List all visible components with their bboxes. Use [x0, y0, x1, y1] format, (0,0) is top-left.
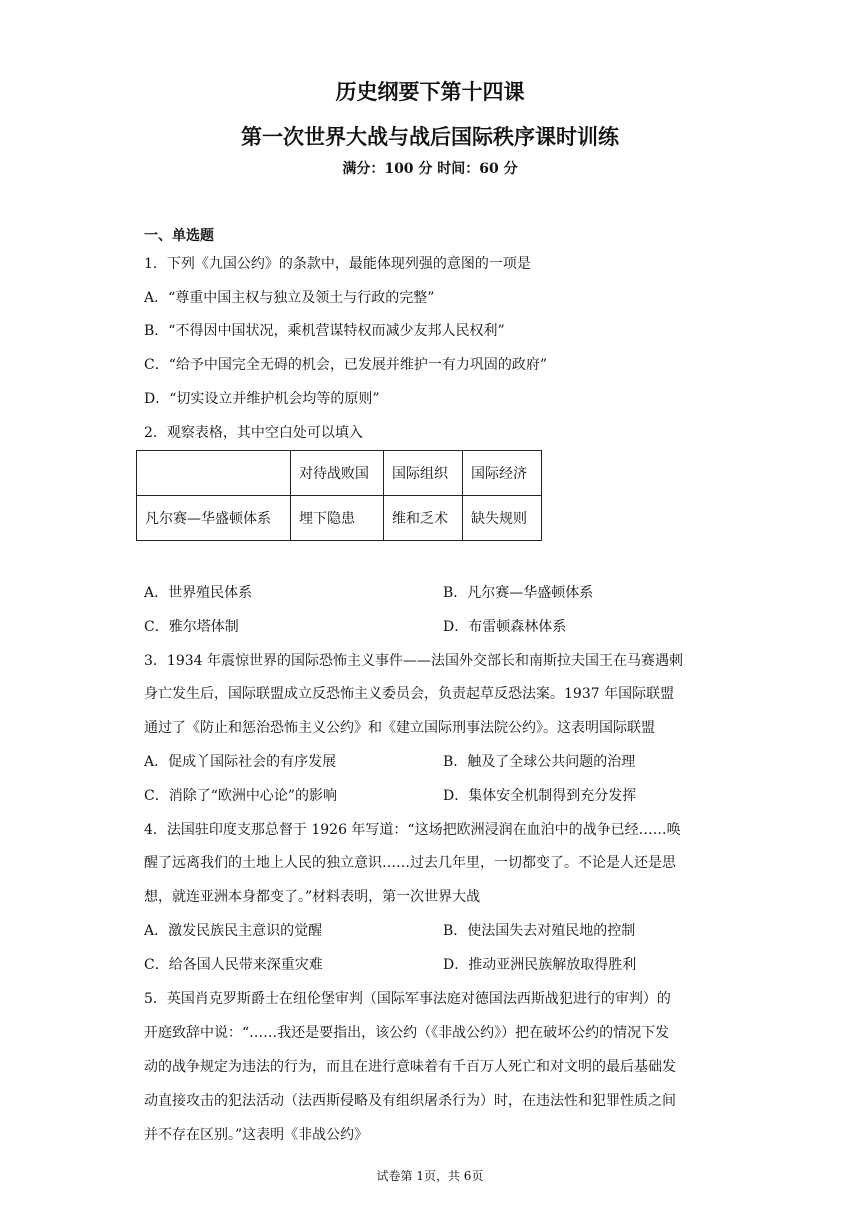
question-3-option-b: B．触及了全球公共问题的治理	[443, 754, 636, 770]
table-cell: 国际组织	[384, 451, 463, 496]
question-2-option-b: B．凡尔赛—华盛顿体系	[443, 585, 594, 601]
table-cell: 缺失规则	[463, 496, 542, 541]
question-4-option-d: D．推动亚洲民族解放取得胜利	[443, 957, 637, 973]
score-time-line: 满分：100 分 时间：60 分	[342, 161, 518, 177]
question-4-option-c: C．给各国人民带来深重灾难	[144, 957, 323, 973]
question-5-line: 开庭致辞中说：“……我还是要指出，该公约（《非战公约》）把在破坏公约的情况下发	[144, 1025, 670, 1041]
question-2-option-a: A．世界殖民体系	[144, 585, 253, 601]
question-5-line: 动直接攻击的犯法活动（法西斯侵略及有组织屠杀行为）时，在违法性和犯罪性质之间	[144, 1093, 676, 1109]
question-4-line: 4．法国驻印度支那总督于 1926 年写道：“这场把欧洲浸润在血泊中的战争已经……唤	[144, 822, 681, 838]
question-3-option-c: C．消除了“欧洲中心论”的影响	[144, 788, 338, 804]
question-2-option-c: C．雅尔塔体制	[144, 619, 239, 635]
question-2-table	[136, 450, 542, 541]
question-5-line: 并不存在区别。”这表明《非战公约》	[144, 1127, 369, 1143]
section-title: 一、单选题	[144, 228, 214, 244]
table-cell: 维和乏术	[384, 496, 463, 541]
question-4-option-a: A．激发民族民主意识的觉醒	[144, 923, 323, 939]
question-3-line: 通过了《防止和惩治恐怖主义公约》和《建立国际刑事法院公约》。这表明国际联盟	[144, 720, 655, 736]
page-subtitle: 第一次世界大战与战后国际秩序课时训练	[241, 124, 619, 149]
question-2-stem: 2．观察表格，其中空白处可以填入	[144, 425, 363, 441]
question-4-option-b: B．使法国失去对殖民地的控制	[443, 923, 636, 939]
table-cell	[137, 451, 291, 496]
question-5-line: 动的战争规定为违法的行为，而且在进行意味着有千百万人死亡和对文明的最后基础发	[144, 1059, 676, 1075]
question-3-option-d: D．集体安全机制得到充分发挥	[443, 788, 637, 804]
question-3-line: 3．1934 年震惊世界的国际恐怖主义事件——法国外交部长和南斯拉夫国王在马赛遇刺	[144, 653, 683, 669]
question-1-option-b: B．“不得因中国状况，乘机营谋特权而减少友邦人民权利”	[144, 323, 505, 339]
question-1-option-c: C．“给予中国完全无碍的机会，已发展并维护一有力巩固的政府”	[144, 357, 548, 373]
question-4-line: 想，就连亚洲本身都变了。”材料表明，第一次世界大战	[144, 889, 481, 905]
table-row	[137, 496, 542, 541]
question-1-option-d: D．“切实设立并维护机会均等的原则”	[144, 391, 380, 407]
question-2-option-d: D．布雷顿森林体系	[443, 619, 567, 635]
question-3-option-a: A．促成丫国际社会的有序发展	[144, 754, 337, 770]
page-title: 历史纲要下第十四课	[335, 79, 525, 104]
question-1-stem: 1．下列《九国公约》的条款中，最能体现列强的意图的一项是	[144, 256, 531, 272]
question-4-line: 醒了远离我们的土地上人民的独立意识……过去几年里，一切都变了。不论是人还是思	[144, 855, 676, 871]
table-cell: 凡尔赛—华盛顿体系	[137, 496, 291, 541]
table-header-row	[137, 451, 542, 496]
question-3-line: 身亡发生后，国际联盟成立反恐怖主义委员会，负责起草反恐法案。1937 年国际联盟	[144, 686, 675, 702]
question-5-line: 5．英国肖克罗斯爵士在纽伦堡审判（国际军事法庭对德国法西斯战犯进行的审判）的	[144, 991, 671, 1007]
table-cell: 对待战败国	[291, 451, 384, 496]
table-cell: 埋下隐患	[291, 496, 384, 541]
page-footer: 试卷第 1页，共 6页	[376, 1169, 484, 1183]
table-cell: 国际经济	[463, 451, 542, 496]
question-1-option-a: A．“尊重中国主权与独立及领土与行政的完整”	[144, 290, 435, 306]
